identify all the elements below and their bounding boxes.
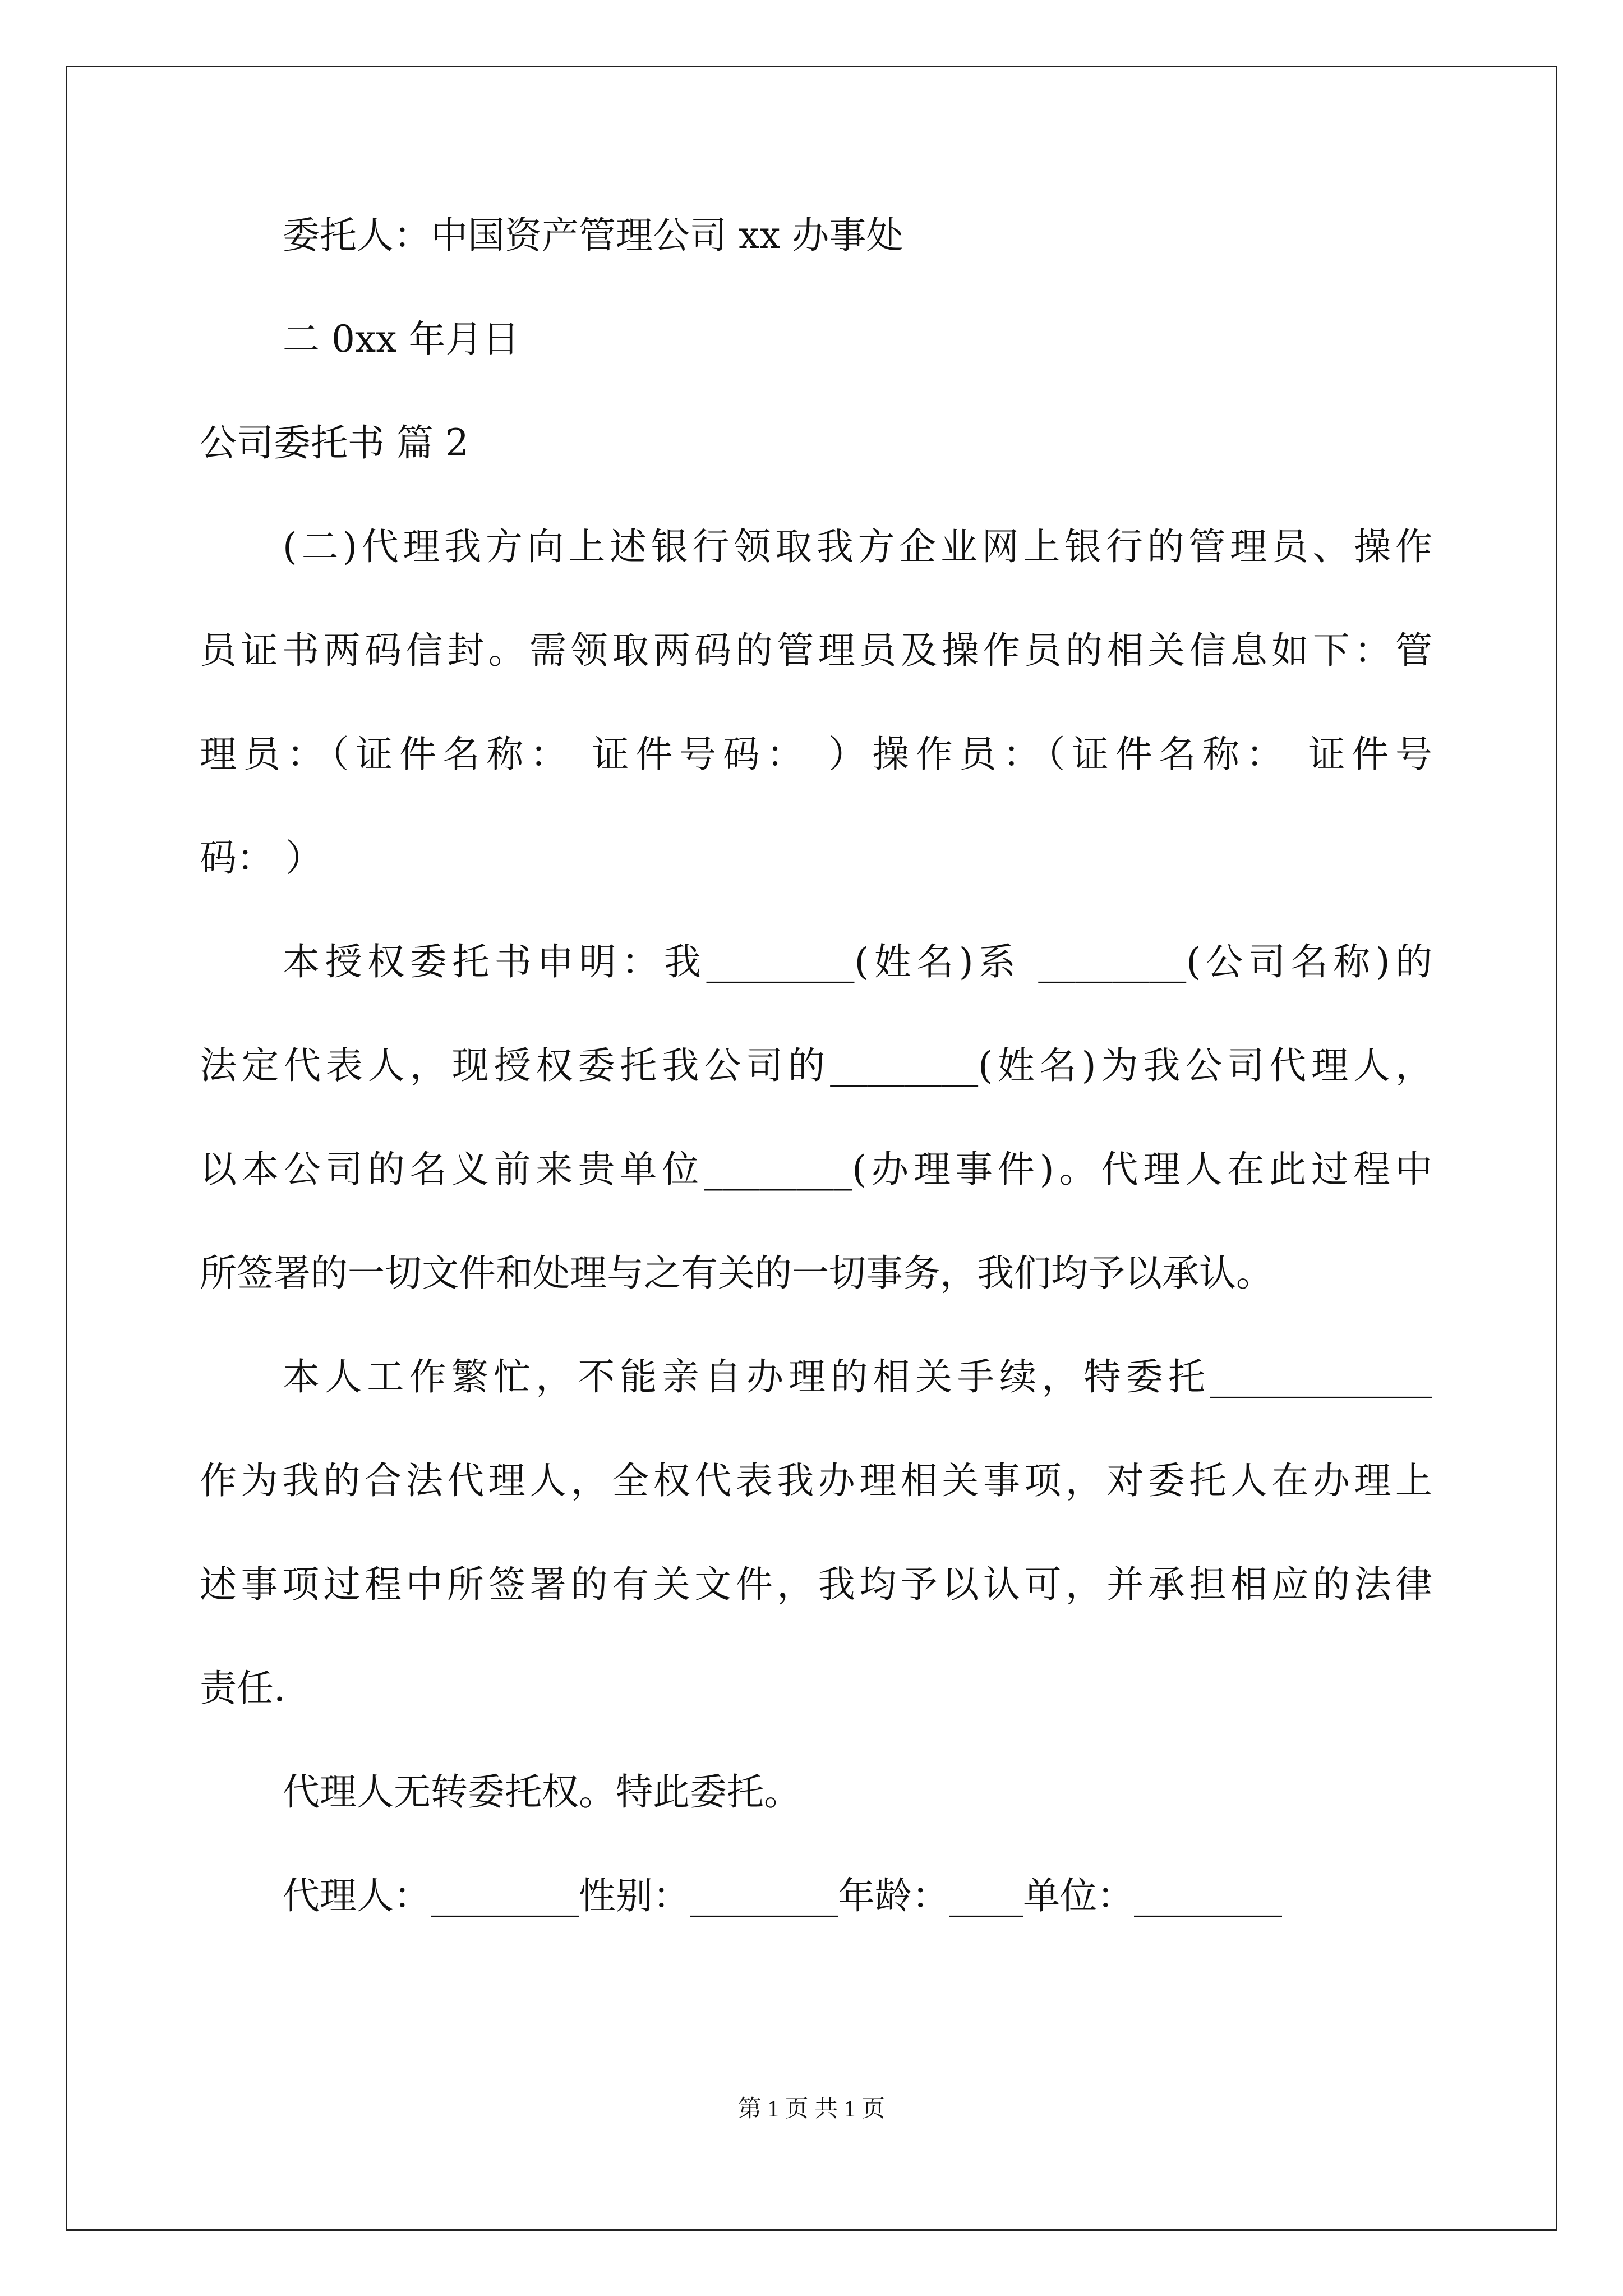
paragraph-line: 本授权委托书申明：我________(姓名)系 ________(公司名称)的: [283, 940, 1432, 983]
entrustor-line: 委托人：中国资产管理公司 xx 办事处: [283, 214, 903, 257]
paragraph-line: 码： ）: [200, 836, 322, 880]
paragraph-line: 理员：（证件名称： 证件号码： ）操作员：（证件名称： 证件号: [200, 733, 1432, 776]
paragraph-line: 责任.: [200, 1667, 285, 1710]
paragraph-line: 法定代表人，现授权委托我公司的________(姓名)为我公司代理人，: [200, 1044, 1432, 1087]
paragraph-line: 作为我的合法代理人，全权代表我办理相关事项，对委托人在办理上: [200, 1459, 1432, 1502]
paragraph-line: (二)代理我方向上述银行领取我方企业网上银行的管理员、操作: [283, 525, 1432, 568]
paragraph-line: 以本公司的名义前来贵单位________(办理事件)。代理人在此过程中: [200, 1148, 1432, 1191]
paragraph-line: 代理人无转委托权。特此委托。: [283, 1770, 801, 1814]
page-number: 第 1 页 共 1 页: [737, 2096, 886, 2122]
paragraph-line: 本人工作繁忙，不能亲自办理的相关手续，特委托____________: [283, 1355, 1432, 1398]
section-heading: 公司委托书 篇 2: [200, 421, 469, 464]
date-line: 二 0xx 年月日: [283, 318, 520, 361]
paragraph-line: 员证书两码信封。需领取两码的管理员及操作员的相关信息如下：管: [200, 629, 1432, 672]
paragraph-line: 述事项过程中所签署的有关文件，我均予以认可，并承担相应的法律: [200, 1563, 1432, 1606]
document-body: [200, 208, 1432, 1924]
agent-info-line: 代理人：________性别：________年龄：____单位：________: [283, 1874, 1282, 1917]
paragraph-line: 所签署的一切文件和处理与之有关的一切事务，我们均予以承认。: [200, 1251, 1273, 1295]
